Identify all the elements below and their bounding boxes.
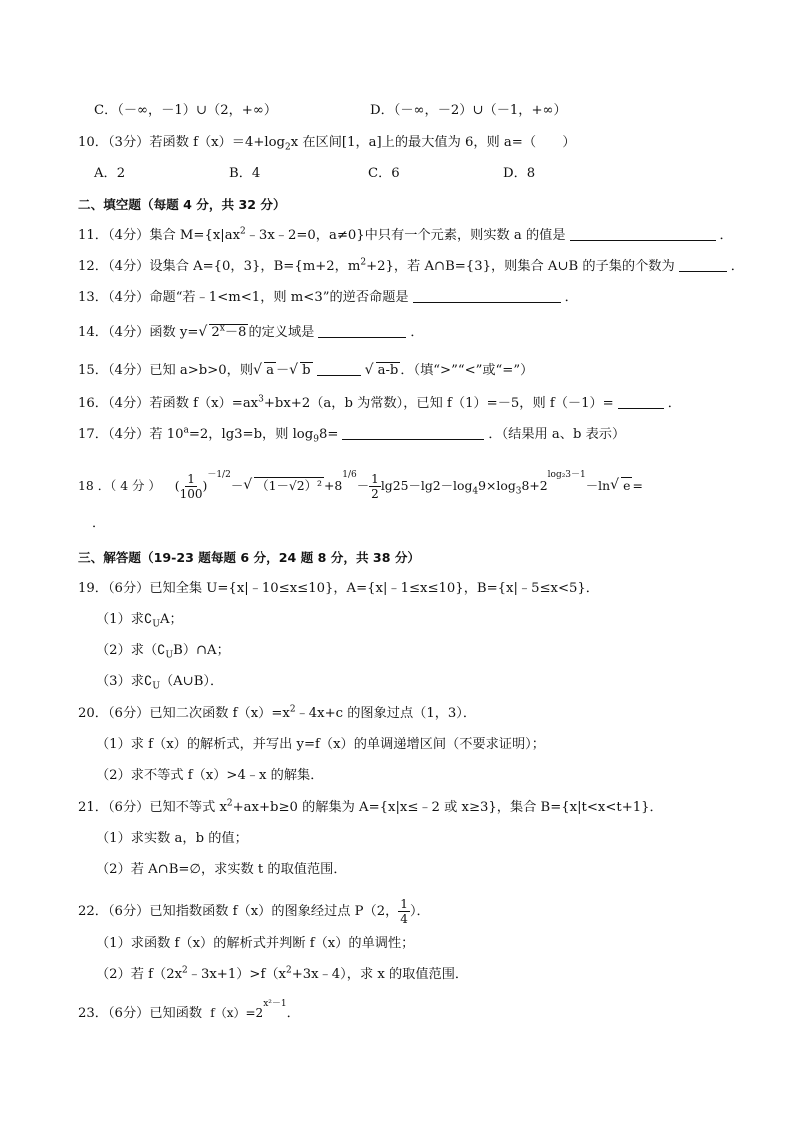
q10-option-b: B．4 bbox=[229, 166, 261, 181]
question-20-part-1: （1）求 f（x）的解析式，并写出 y=f（x）的单调递增区间（不要求证明）； bbox=[96, 737, 545, 752]
question-19: 19．（6分）已知全集 U={x|﹣10≤x≤10}，A={x|﹣1≤x≤10}，B={x|﹣5≤x<5}． bbox=[78, 581, 599, 596]
section-2-title: 二、填空题（每题 4 分，共 32 分） bbox=[78, 197, 286, 212]
fraction: $\frac{1}{100}$ bbox=[179, 472, 203, 501]
question-19-part-1: （1）求$∁_UA$； bbox=[96, 612, 183, 630]
question-13: 13．（4分）命题“若﹣1<m<1，则 m<3”的逆否命题是 ． bbox=[78, 290, 578, 305]
question-19-part-2: （2）求$(∁_UB)\cap A$； bbox=[96, 643, 230, 661]
q10-option-d: D．8 bbox=[503, 166, 536, 181]
question-17: 17．（4分）若 $10^a=2$，lg3=b，则 $\log_98=$ ．（结果用 a、b 表示） bbox=[78, 425, 626, 445]
question-21-part-2: （2）若 A∩B=∅，求实数 t 的取值范围． bbox=[96, 862, 347, 877]
answer-blank[interactable] bbox=[413, 289, 561, 303]
question-14: 14．（4分）函数 y=√ $2^x-8$ 的定义域是 ． bbox=[78, 324, 424, 342]
answer-blank[interactable] bbox=[317, 362, 361, 376]
question-21-part-1: （1）求实数 a，b 的值； bbox=[96, 831, 248, 846]
question-16: 16．（4分）若函数 $f(x)=ax^3+bx+2(a$，b 为常数），已知 f（1）=－5，则 f（－1）= ． bbox=[78, 394, 681, 411]
answer-blank[interactable] bbox=[342, 426, 484, 440]
question-10: 10．（3分）若函数 $f(x)=4+\log_2x$ 在区间[1，a]上的最大值为 6，则 a=（ ） bbox=[78, 135, 576, 153]
q10-option-c: C．6 bbox=[368, 166, 400, 181]
question-23: 23．（6分）已知函数 $f(x)=2^{x^2-1}$． bbox=[78, 998, 300, 1021]
question-22-part-2: （2）若 $f(2x^2﹣3x+1)>f(x^2+3x﹣4)$，求 x 的取值范围． bbox=[96, 965, 469, 982]
question-11: 11．（4分）集合 $M=\{x|ax^2﹣3x﹣2=0$，a≠0}中只有一个元素，则实数 a 的值是 ． bbox=[78, 226, 733, 243]
sqrt-symbol: √ a-b bbox=[365, 362, 401, 380]
question-21: 21．（6分）已知不等式 $x^2+ax+b\ge 0$ 的解集为 A={x|x≤﹣2 或 x≥3}，集合 B={x|t<x<t+1}． bbox=[78, 798, 663, 815]
answer-blank[interactable] bbox=[679, 258, 727, 272]
option-c: C．（－∞，－1）∪（2，+∞） bbox=[94, 103, 278, 118]
sqrt-symbol: √ （1－√2）² bbox=[243, 477, 324, 495]
question-12: 12．（4分）设集合 A={0，3}，B={m+2，$m^2+2$}，若 A∩B={3}，则集合 A∪B 的子集的个数为 ． bbox=[78, 257, 744, 274]
question-22-part-1: （1）求函数 f（x）的解析式并判断 f（x）的单调性； bbox=[96, 936, 415, 951]
question-20: 20．（6分）已知二次函数 $f(x)=x^2﹣4x+c$ 的图象过点（1，3）． bbox=[78, 704, 477, 721]
question-20-part-2: （2）求不等式 f（x）>4﹣x 的解集． bbox=[96, 768, 324, 783]
sqrt-symbol: √ b bbox=[289, 362, 312, 380]
fraction: $\frac{1}{4}$ bbox=[400, 897, 408, 926]
question-19-part-3: （3）求$∁_U(A\cup B)$． bbox=[96, 674, 224, 692]
sqrt-symbol: √ a bbox=[253, 362, 276, 380]
fraction: $\frac{1}{2}$ bbox=[371, 472, 379, 501]
question-15: 15．（4分）已知 a>b>0，则√ a －√ b√ a-b ．（填“>”“<”或“=”） bbox=[78, 362, 533, 380]
sqrt-symbol: √ $2^x-8$ bbox=[198, 324, 248, 342]
question-18: 18 ．（ 4 分 ） ( $\frac{1}{100}$ )$^{-1/2}$－√ $(1-√2)^2 +8^{1/6}-$ $\frac{1}{2}$ $\lg 25-\lg 2-\log_49\times\log_38+2^{log_23-1}-\ln√$ e = bbox=[78, 472, 643, 501]
question-22: 22．（6分）已知指数函数 f（x）的图象经过点 P（2， $\frac{1}{4}$ ）． bbox=[78, 897, 430, 926]
q18-end-dot: ． bbox=[92, 516, 106, 531]
answer-blank[interactable] bbox=[618, 395, 664, 409]
option-d: D．（－∞，－2）∪（－1，+∞） bbox=[370, 103, 567, 118]
answer-blank[interactable] bbox=[318, 324, 406, 338]
section-3-title: 三、解答题（19-23 题每题 6 分，24 题 8 分，共 38 分） bbox=[78, 550, 421, 565]
sqrt-symbol: √ e bbox=[610, 477, 632, 495]
answer-blank[interactable] bbox=[570, 227, 716, 241]
q10-option-a: A．2 bbox=[94, 166, 126, 181]
